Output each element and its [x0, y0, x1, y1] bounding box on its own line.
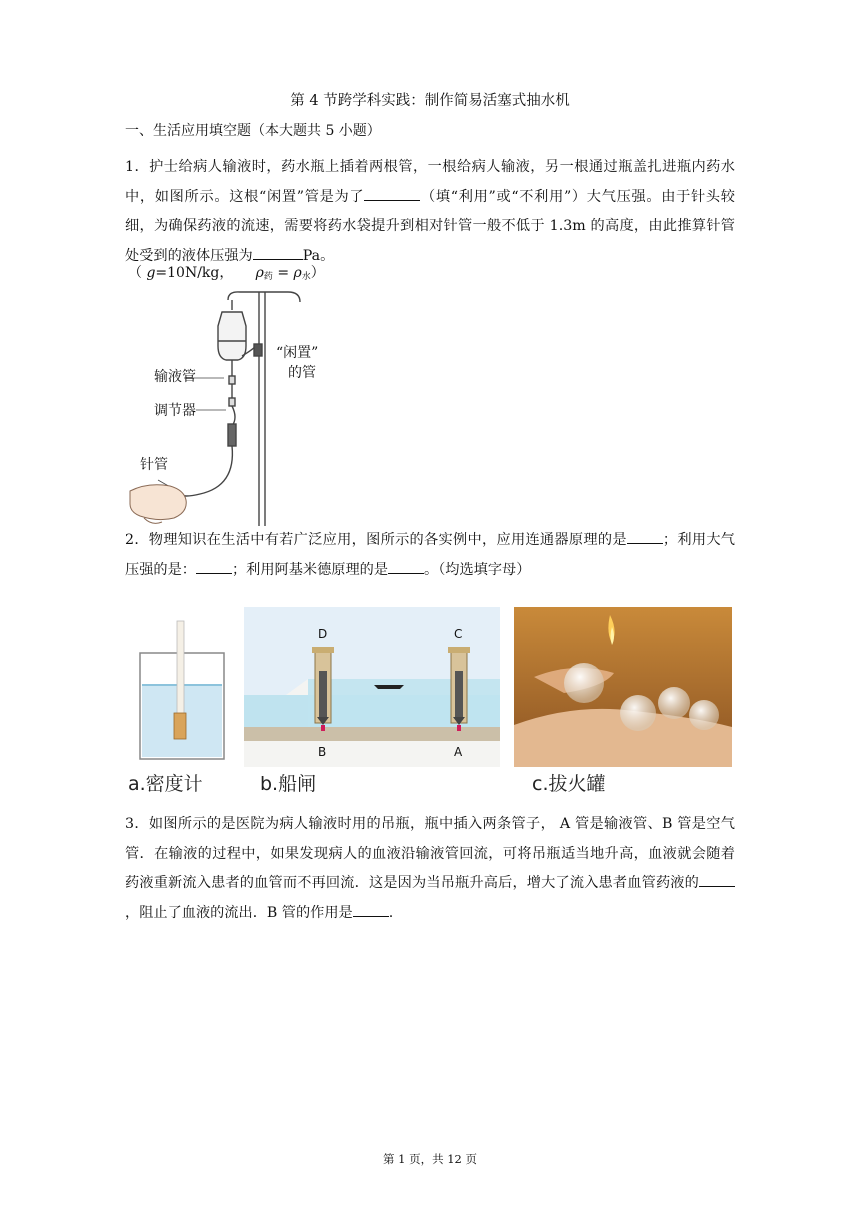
section-heading: 一、生活应用填空题（本大题共 5 小题） — [125, 123, 381, 139]
q2-text-3: ；利用阿基米德原理的是 — [231, 561, 389, 578]
q1-text-1: 1．护士给病人输液时，药水瓶上插着两根管，一根给病人输液，另一根通过瓶盖扎进瓶内药水中，如图所示。这根“闲置”管是为了 — [125, 159, 735, 205]
q3-text-2: ，阻止了血液的流出．B 管的作用是 — [125, 904, 353, 921]
paren-open: （ — [128, 265, 142, 281]
subscript: 药 — [263, 272, 273, 282]
subscript: 水 — [301, 272, 311, 282]
answer-blank — [699, 871, 735, 887]
equals: = — [272, 265, 294, 281]
q3-text-3: . — [388, 904, 394, 921]
answer-blank — [196, 558, 232, 574]
question-3 — [125, 810, 735, 928]
g-value: =10N/kg， — [155, 265, 234, 281]
label-idle-tube-2: 的管 — [288, 365, 316, 381]
answer-blank — [253, 244, 303, 260]
caption-cupping: c.拔火罐 — [532, 773, 606, 795]
hydrometer-illustration — [128, 607, 236, 767]
iv-drip-figure — [128, 286, 338, 526]
cupping-figure — [514, 607, 732, 797]
answer-blank — [353, 901, 389, 917]
question-1 — [125, 153, 735, 271]
q2-text-1: 2．物理知识在生活中有若广泛应用，图所示的各实例中，应用连通器原理的是 — [125, 532, 627, 548]
caption-hydrometer: a.密度计 — [128, 773, 203, 795]
answer-blank — [364, 185, 420, 201]
lock-label-c: C — [454, 627, 463, 641]
question-2 — [125, 526, 735, 585]
symbol-rho: ρ — [293, 265, 302, 281]
symbol-g: g — [146, 265, 156, 281]
lock-label-b: B — [318, 745, 327, 759]
q1-given-values — [128, 262, 325, 282]
hydrometer-figure — [128, 607, 236, 797]
paren-close: ） — [310, 265, 325, 281]
ship-lock-figure — [244, 607, 500, 797]
lock-label-a: A — [454, 745, 463, 759]
answer-blank — [388, 558, 424, 574]
label-needle: 针管 — [140, 457, 168, 473]
cupping-photo — [514, 607, 732, 767]
symbol-rho: ρ — [255, 265, 264, 281]
q1-text-2: （填“利用”或“不利用”）大气压强。由于针头较细，为确保药液的流速，需要将药水袋提升到相对针管一般不低于 1.3m 的高度，由此推算针管处受到的液体压强为 — [125, 188, 735, 264]
q2-text-4: 。（均选填字母） — [424, 561, 531, 578]
lock-label-d: D — [318, 627, 328, 641]
q3-text-1: 3．如图所示的是医院为病人输液时用的吊瓶，瓶中插入两条管子， A 管是输液管、B 管是空气管．在输液的过程中，如果发现病人的血液沿输液管回流，可将吊瓶适当地升高，血液就会随着药液重新流入患者的血管而不再回流．这是因为当吊瓶升高后，增大了流入患者血管药液的 — [125, 816, 735, 891]
page-footer: 第 1 页，共 12 页 — [382, 1152, 478, 1166]
label-idle-tube-1: “闲置” — [276, 345, 319, 361]
label-infusion-tube: 输液管 — [154, 369, 196, 385]
q1-text-3: Pa。 — [302, 247, 335, 264]
caption-ship-lock: b.船闸 — [260, 773, 317, 795]
answer-blank — [627, 528, 663, 544]
label-regulator: 调节器 — [154, 403, 196, 419]
page-title: 第 4 节跨学科实践：制作简易活塞式抽水机 — [290, 93, 570, 109]
q2-text-2: ；利用大气压强的是： — [125, 532, 735, 578]
